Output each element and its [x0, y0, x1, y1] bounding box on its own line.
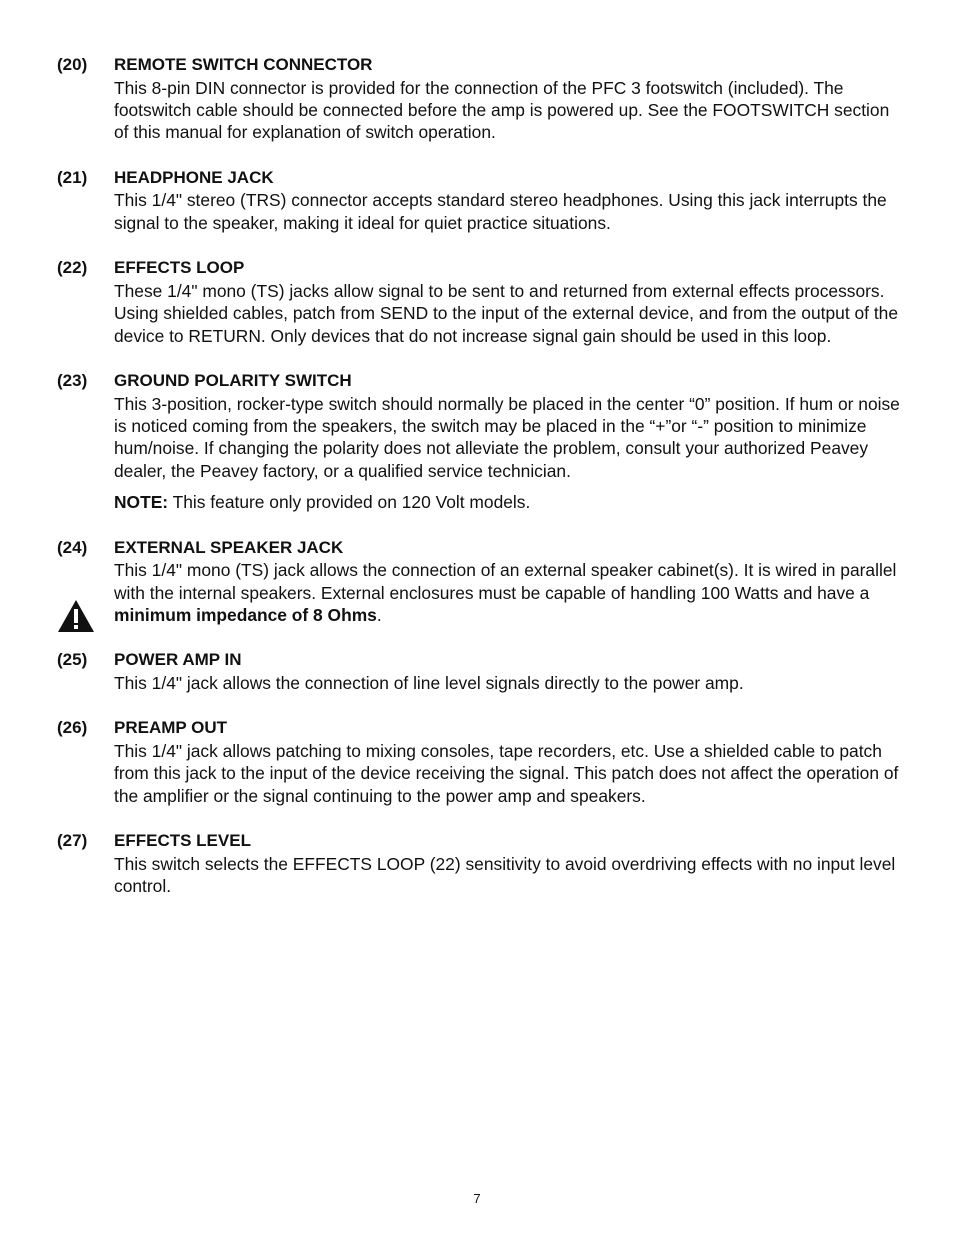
warning-triangle-icon [57, 599, 95, 633]
note-label: NOTE: [114, 492, 169, 513]
section-heading: HEADPHONE JACK [114, 167, 274, 187]
section-external-speaker-jack [0, 537, 954, 627]
note-text: This feature only provided on 120 Volt models. [168, 492, 531, 513]
section-number: (26) [57, 718, 88, 738]
section-number: (24) [57, 537, 88, 557]
section-body [114, 559, 904, 626]
manual-page [0, 54, 954, 921]
section-remote-switch-connector [0, 54, 954, 144]
section-body: This 1/4" jack allows patching to mixing consoles, tape recorders, etc. Use a shielded cable to patch from this jack to the input of the device receiving the signal. This patch does not affect the operation of the amplifier or the signal continuing to the power amp and speakers. [114, 741, 899, 806]
section-ground-polarity-switch [0, 370, 954, 514]
section-heading: GROUND POLARITY SWITCH [114, 371, 352, 391]
section-body: This 3-position, rocker-type switch should normally be placed in the center “0” position. If hum or noise is noticed coming from the speakers, the switch may be placed in the “+”or “-” position to minimize hum/noise. If changing the polarity does not alleviate the problem, consult your authorized Peavey dealer, the Peavey factory, or a qualified service technician. [114, 393, 900, 481]
body-end: . [376, 605, 382, 626]
section-heading: EFFECTS LEVEL [114, 831, 251, 851]
section-body: This switch selects the EFFECTS LOOP (22) sensitivity to avoid overdriving effects with no input level control. [114, 853, 896, 897]
section-number: (23) [57, 371, 88, 391]
section-body: These 1/4" mono (TS) jacks allow signal to be sent to and returned from external effects processors. Using shielded cables, patch from SEND to the input of the external device, and from the output of the device to RETURN. Only devices that do not increase signal gain should be used in this loop. [114, 280, 898, 346]
section-number: (21) [57, 167, 88, 187]
body-emphasis: minimum impedance of 8 Ohms [114, 605, 377, 626]
section-heading: EFFECTS LOOP [114, 258, 245, 278]
section-heading: EXTERNAL SPEAKER JACK [114, 537, 344, 557]
section-body: This 1/4" stereo (TRS) connector accepts standard stereo headphones. Using this jack interrupts the signal to the speaker, making it ideal for quiet practice situations. [114, 190, 887, 233]
section-heading: POWER AMP IN [114, 650, 242, 670]
section-power-amp-in [0, 649, 954, 694]
section-number: (27) [57, 831, 88, 851]
section-number: (22) [57, 258, 88, 278]
section-preamp-out [0, 717, 954, 807]
section-effects-loop [0, 257, 954, 347]
section-effects-level [0, 830, 954, 897]
section-heading: REMOTE SWITCH CONNECTOR [114, 55, 373, 74]
body-text: This 1/4" mono (TS) jack allows the connection of an external speaker cabinet(s). It is wired in parallel with the internal speakers. External enclosures must be capable of handling 100 Watts and have a [114, 560, 897, 603]
section-body: This 8-pin DIN connector is provided for the connection of the PFC 3 footswitch (included). The footswitch cable should be connected before the amp is powered up. See the FOOTSWITCH section of this manual for explanation of switch operation. [114, 77, 890, 143]
page-number: 7 [473, 1191, 481, 1206]
section-body: This 1/4" jack allows the connection of line level signals directly to the power amp. [114, 673, 744, 694]
section-number: (25) [57, 650, 88, 670]
section-heading: PREAMP OUT [114, 718, 228, 738]
section-number: (20) [57, 55, 88, 74]
note [114, 491, 904, 513]
section-headphone-jack [0, 167, 954, 234]
